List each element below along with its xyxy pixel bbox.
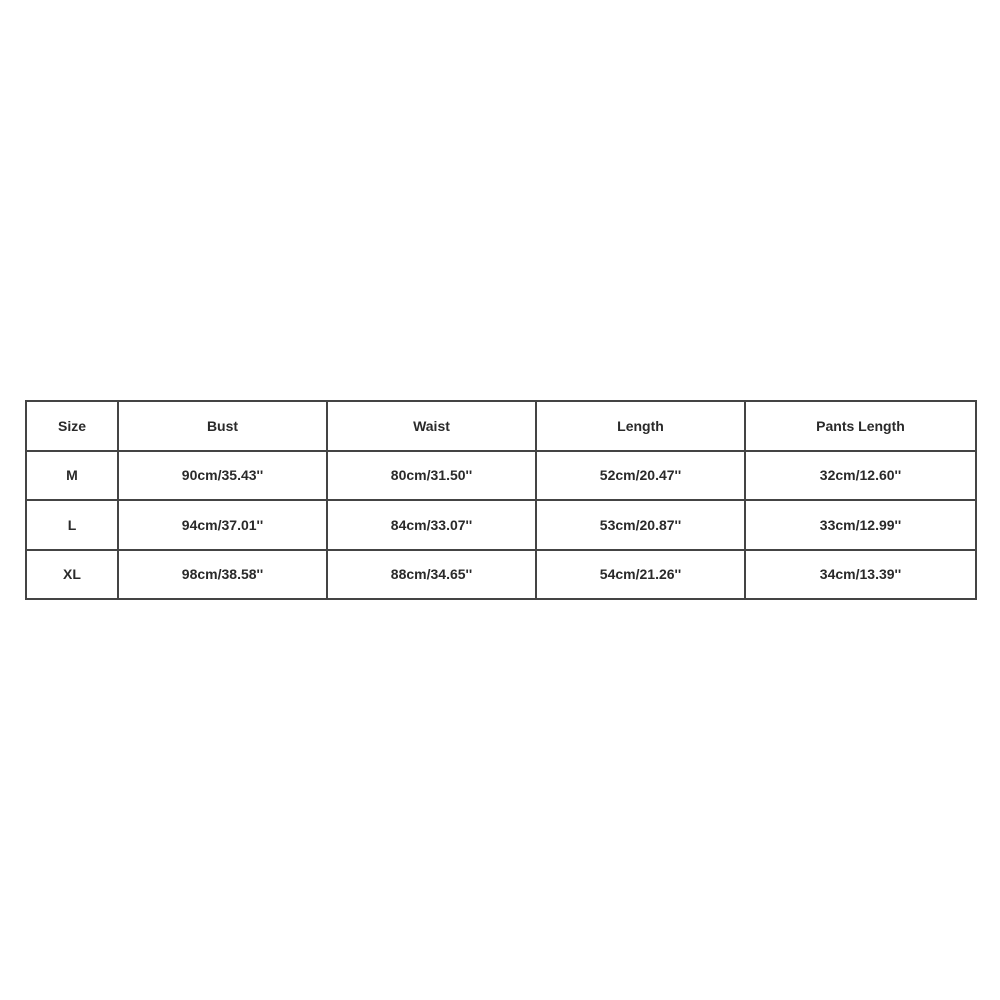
table-row bbox=[26, 550, 976, 600]
table-row bbox=[26, 500, 976, 550]
cell-length: 53cm/20.87'' bbox=[536, 500, 745, 550]
cell-waist: 80cm/31.50'' bbox=[327, 451, 536, 501]
cell-size: XL bbox=[26, 550, 118, 600]
table-row bbox=[26, 451, 976, 501]
cell-length: 54cm/21.26'' bbox=[536, 550, 745, 600]
header-waist: Waist bbox=[327, 401, 536, 451]
header-pants-length: Pants Length bbox=[745, 401, 976, 451]
table-header-row bbox=[26, 401, 976, 451]
cell-waist: 84cm/33.07'' bbox=[327, 500, 536, 550]
cell-bust: 94cm/37.01'' bbox=[118, 500, 327, 550]
cell-pants-length: 33cm/12.99'' bbox=[745, 500, 976, 550]
cell-size: L bbox=[26, 500, 118, 550]
cell-size: M bbox=[26, 451, 118, 501]
header-bust: Bust bbox=[118, 401, 327, 451]
cell-waist: 88cm/34.65'' bbox=[327, 550, 536, 600]
header-size: Size bbox=[26, 401, 118, 451]
cell-bust: 90cm/35.43'' bbox=[118, 451, 327, 501]
header-length: Length bbox=[536, 401, 745, 451]
cell-length: 52cm/20.47'' bbox=[536, 451, 745, 501]
size-chart-table bbox=[25, 400, 977, 600]
cell-pants-length: 34cm/13.39'' bbox=[745, 550, 976, 600]
cell-bust: 98cm/38.58'' bbox=[118, 550, 327, 600]
cell-pants-length: 32cm/12.60'' bbox=[745, 451, 976, 501]
